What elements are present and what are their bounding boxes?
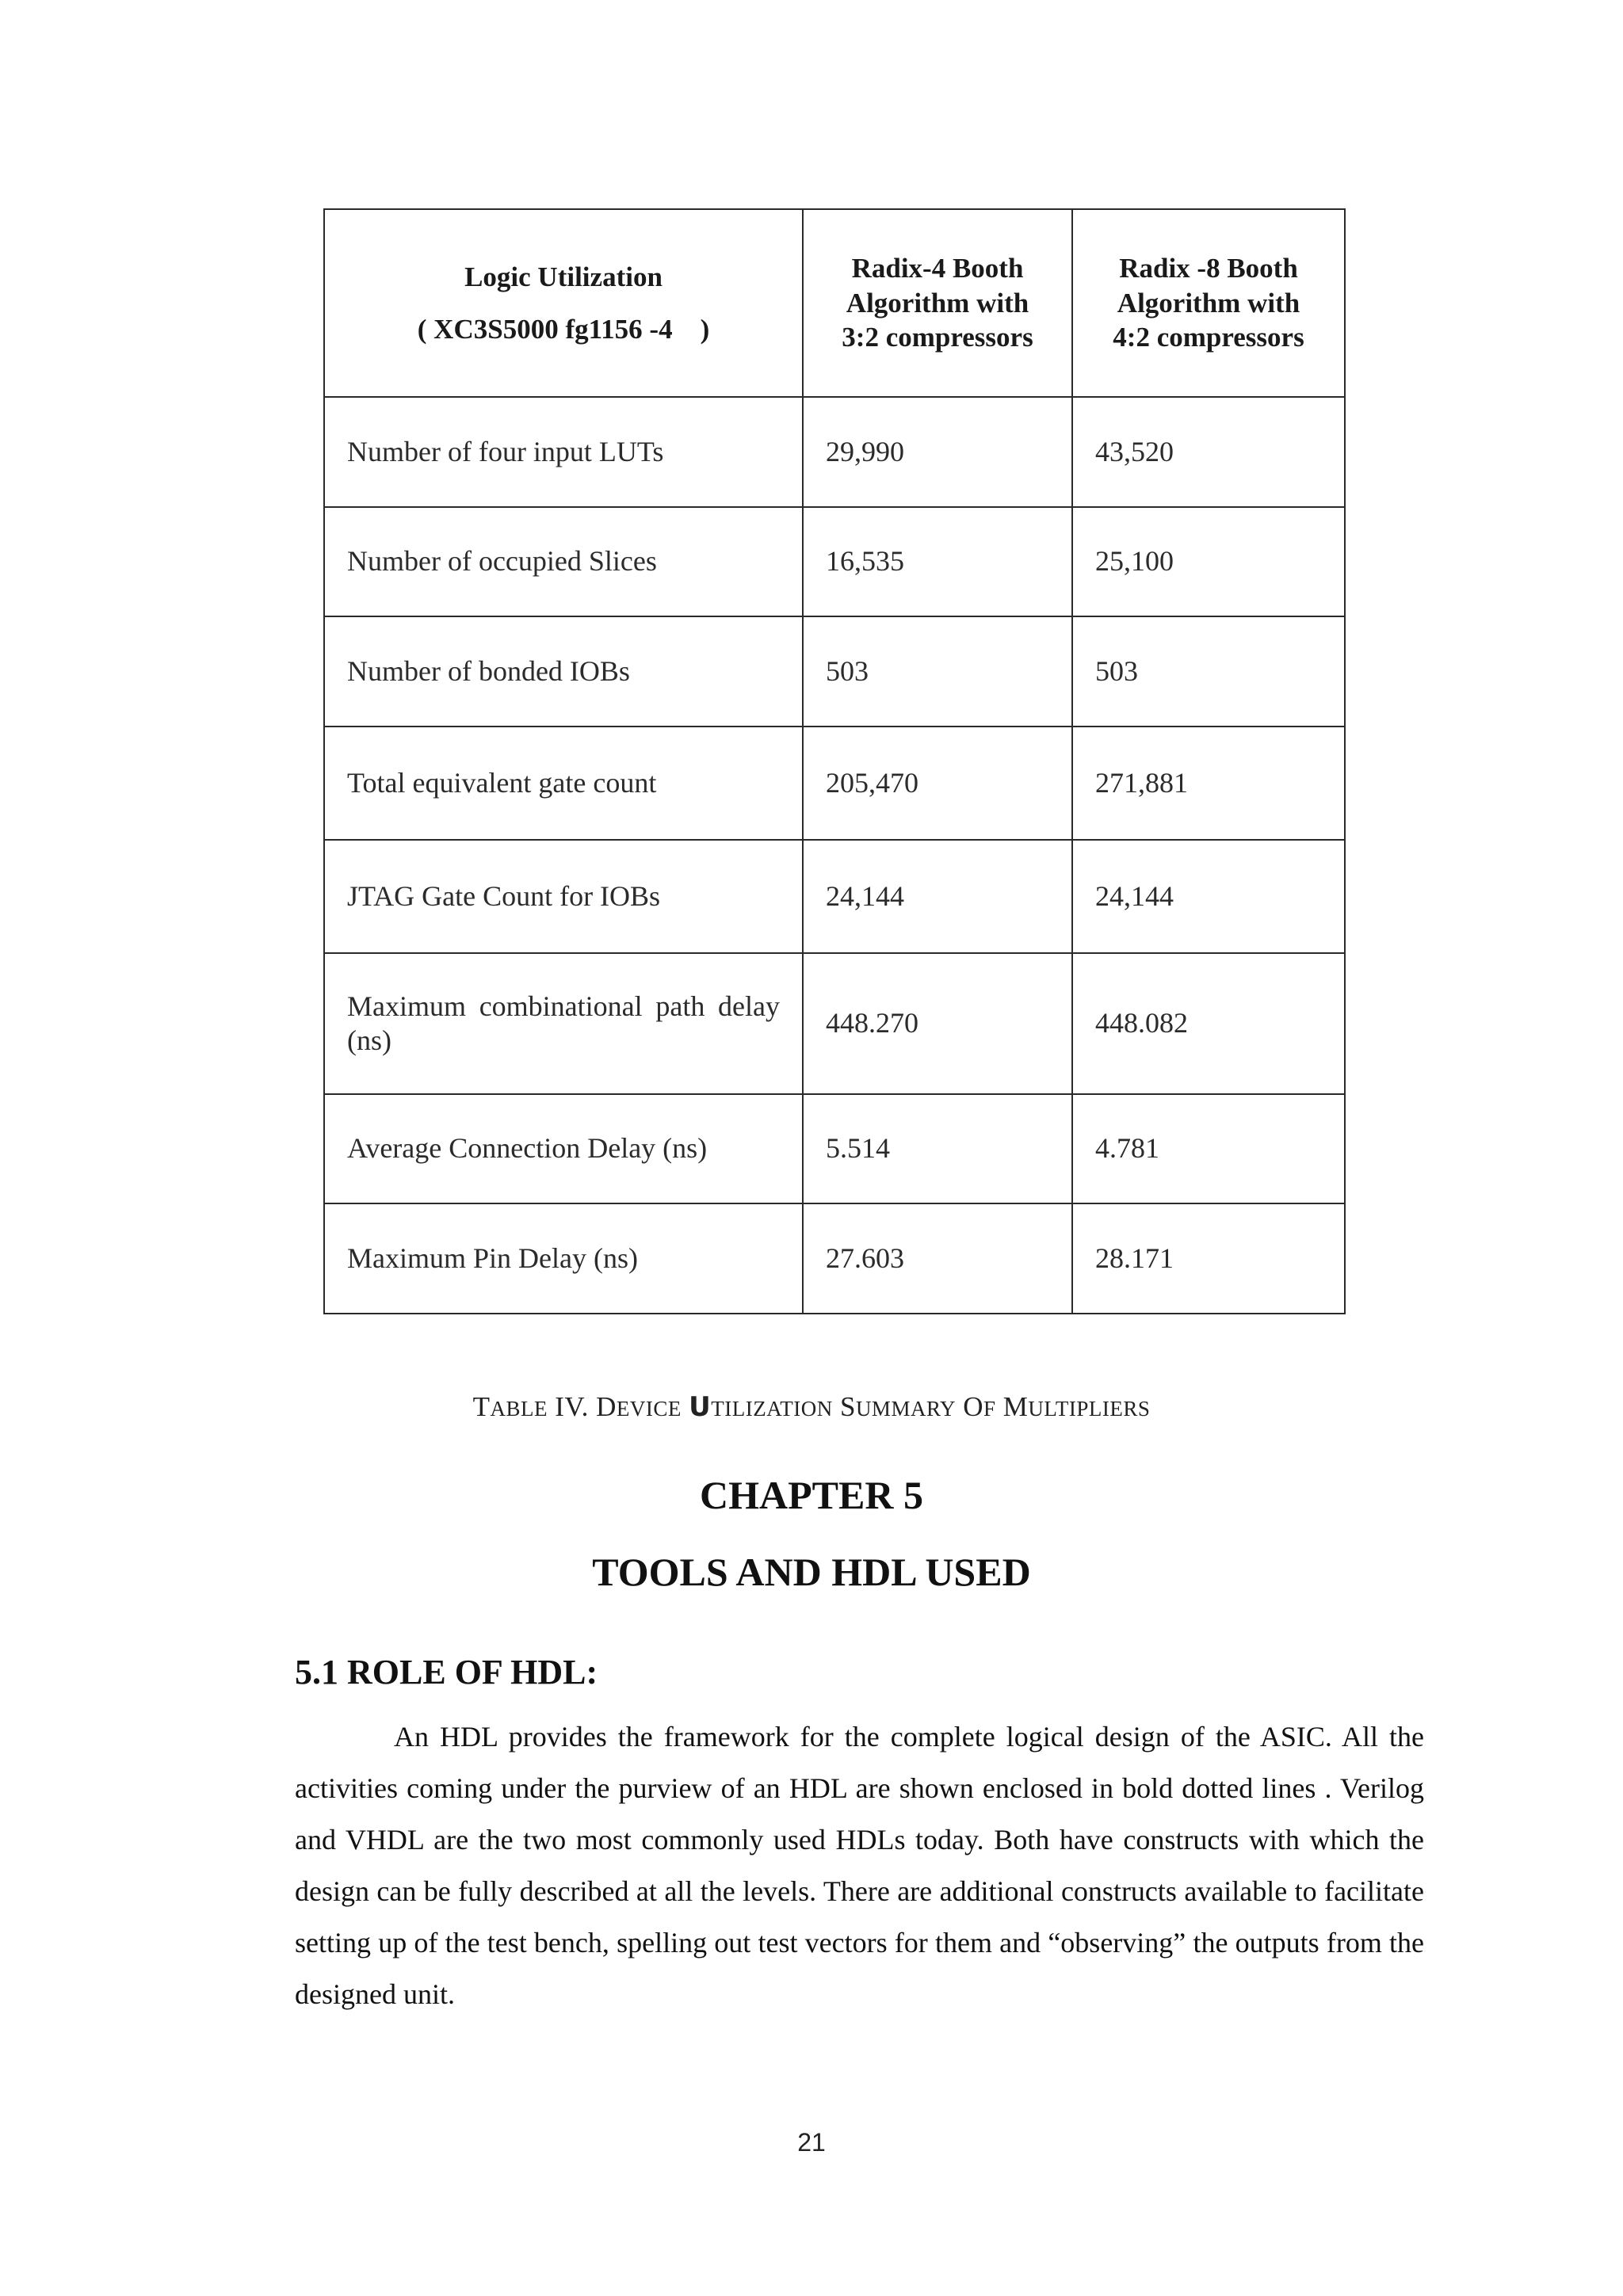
caption-ummary: UMMARY [855,1397,956,1421]
caption-m: M [1002,1391,1029,1422]
header-radix8 [1072,209,1345,397]
caption-u-glyph: U [689,1391,712,1423]
row-radix4-value: 16,535 [803,507,1072,616]
table-row [324,727,1345,840]
row-metric: Maximum Pin Delay (ns) [324,1203,803,1314]
row-metric: Average Connection Delay (ns) [324,1094,803,1203]
table-row [324,616,1345,727]
header-col2-line1: Radix-4 Booth [851,252,1024,284]
caption-iv: IV. [555,1391,589,1422]
row-radix8-value: 28.171 [1072,1203,1345,1314]
table-row [324,1203,1345,1314]
utilization-table-container [323,208,1344,1314]
caption-d: D [596,1391,617,1422]
row-radix8-value: 43,520 [1072,397,1345,507]
section-paragraph [295,1711,1424,2020]
paragraph-text: An HDL provides the framework for the complete logical design of the ASIC. All the activities coming under the purview of an HDL are shown enclosed in bold dotted lines . Verilog and VHDL are the two most commonly used HDLs today. Both have constructs with which the design can be fully described at all the levels. There are additional constructs available to facilitate setting up of the test bench, spelling out test vectors for them and “observing” the outputs from the designed unit. [295,1721,1424,2010]
row-radix4-value: 448.270 [803,953,1072,1094]
row-metric: Number of occupied Slices [324,507,803,616]
row-radix4-value: 205,470 [803,727,1072,840]
header-col2-line2: Algorithm with [846,287,1029,318]
utilization-table [323,208,1346,1314]
table-row [324,1094,1345,1203]
table-row [324,507,1345,616]
table-row [324,953,1345,1094]
row-radix8-value: 4.781 [1072,1094,1345,1203]
row-radix8-value: 503 [1072,616,1345,727]
row-metric: Number of four input LUTs [324,397,803,507]
table-caption [0,1391,1623,1423]
row-metric: JTAG Gate Count for IOBs [324,840,803,953]
page-number: 21 [797,2128,826,2157]
table-header-row [324,209,1345,397]
row-radix4-value: 503 [803,616,1072,727]
header-col2-line3: 3:2 compressors [842,322,1033,353]
caption-o: O [963,1391,983,1422]
header-col1-line1: Logic Utilization [464,261,663,292]
row-radix4-value: 29,990 [803,397,1072,507]
caption-tilization: TILIZATION [711,1397,833,1421]
row-radix4-value: 27.603 [803,1203,1072,1314]
row-radix8-value: 25,100 [1072,507,1345,616]
row-metric: Number of bonded IOBs [324,616,803,727]
row-metric: Maximum combinational path delay (ns) [324,953,803,1094]
section-heading: 5.1 ROLE OF HDL: [295,1653,598,1691]
row-radix8-value: 24,144 [1072,840,1345,953]
table-row [324,840,1345,953]
caption-ultipliers: ULTIPLIERS [1028,1397,1151,1421]
chapter-number: CHAPTER 5 [700,1473,923,1517]
header-col3-line3: 4:2 compressors [1113,322,1304,353]
chapter-title: TOOLS AND HDL USED [592,1550,1031,1594]
row-metric: Total equivalent gate count [324,727,803,840]
header-col3-line1: Radix -8 Booth [1119,252,1298,284]
header-logic-utilization [324,209,803,397]
row-radix4-value: 5.514 [803,1094,1072,1203]
row-radix4-value: 24,144 [803,840,1072,953]
caption-able: ABLE [490,1397,548,1421]
header-col1-line2: ( XC3S5000 fg1156 -4 ) [417,313,710,345]
row-radix8-value: 448.082 [1072,953,1345,1094]
caption-s: S [839,1391,856,1422]
header-col3-line2: Algorithm with [1117,287,1300,318]
table-row [324,397,1345,507]
caption-f: F [983,1397,996,1421]
row-radix8-value: 271,881 [1072,727,1345,840]
header-radix4 [803,209,1072,397]
caption-t: T [472,1391,491,1422]
caption-evice: EVICE [616,1397,682,1421]
